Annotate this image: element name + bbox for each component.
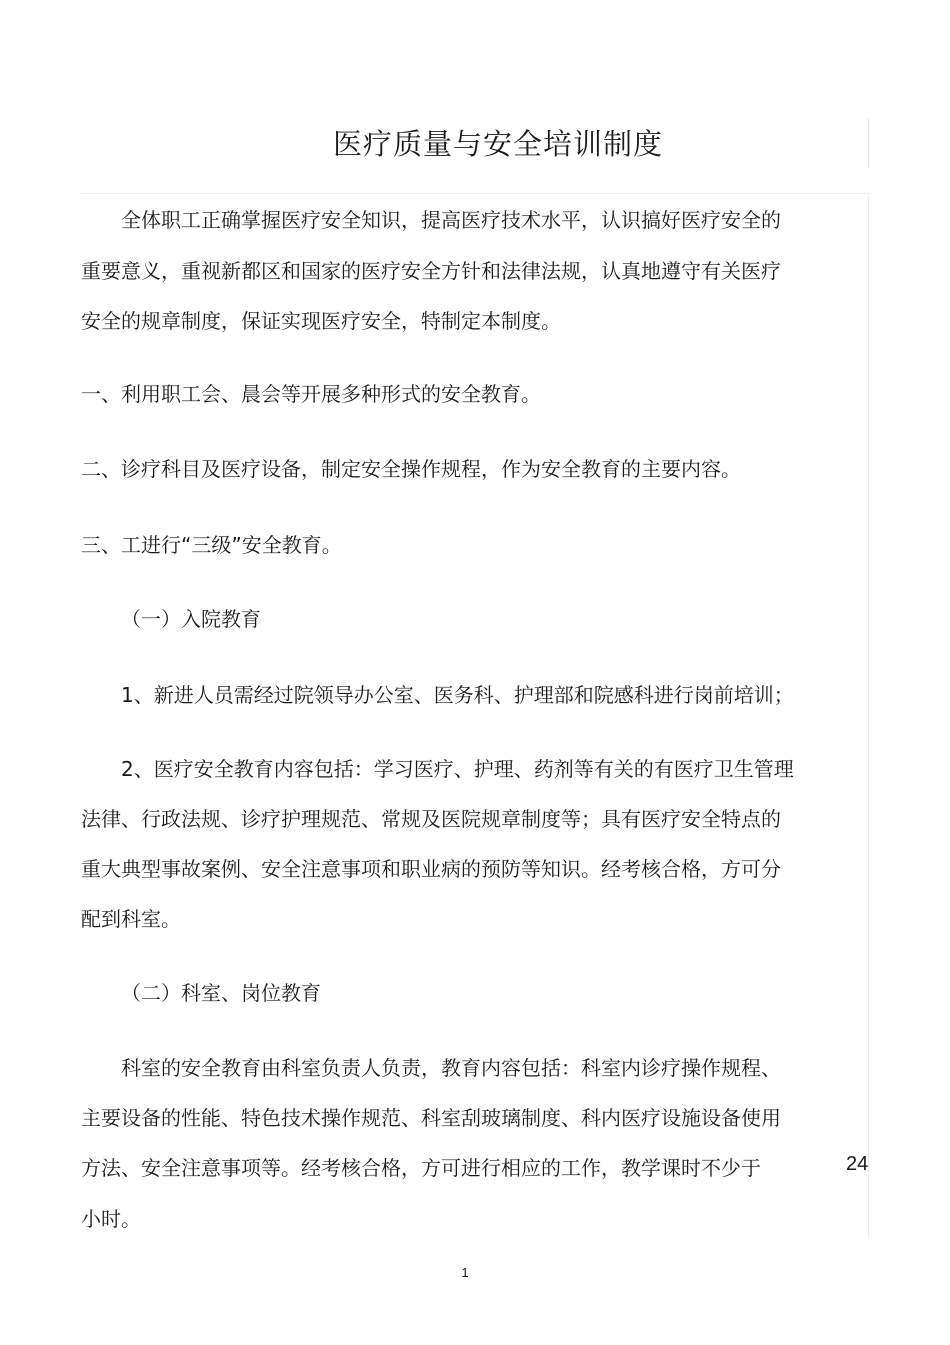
body-line: 1、新进人员需经过院领导办公室、医务科、护理部和院感科进行岗前培训；: [121, 683, 794, 707]
hours-value: 24: [846, 1153, 869, 1175]
body-line: 安全的规章制度，保证实现医疗安全，特制定本制度。: [81, 309, 561, 333]
page-number: 1: [461, 1265, 469, 1280]
body-line: 三、工进行“三级”安全教育。: [81, 533, 342, 557]
body-divider-vertical: [868, 196, 869, 1238]
title-divider-vertical: [868, 118, 869, 168]
document-title: 医疗质量与安全培训制度: [332, 127, 663, 161]
body-line: 方法、安全注意事项等。经考核合格，方可进行相应的工作，教学课时不少于: [81, 1156, 761, 1180]
body-line: 一、利用职工会、晨会等开展多种形式的安全教育。: [81, 382, 541, 406]
body-line: 重大典型事故案例、安全注意事项和职业病的预防等知识。经考核合格，方可分: [81, 857, 781, 881]
body-line: 小时。: [81, 1207, 141, 1231]
section-heading: （一）入院教育: [121, 607, 261, 631]
body-line: 配到科室。: [81, 907, 181, 931]
body-line: 科室的安全教育由科室负责人负责，教育内容包括：科室内诊疗操作规程、: [121, 1056, 781, 1080]
body-line: 法律、行政法规、诊疗护理规范、常规及医院规章制度等；具有医疗安全特点的: [81, 807, 781, 831]
title-divider-horizontal: [80, 193, 870, 194]
body-line: 2、医疗安全教育内容包括：学习医疗、护理、药剂等有关的有医疗卫生管理: [121, 757, 794, 781]
body-line: 主要设备的性能、特色技术操作规范、科室刮玻璃制度、科内医疗设施设备使用: [81, 1106, 781, 1130]
body-line: 全体职工正确掌握医疗安全知识，提高医疗技术水平，认识搞好医疗安全的: [121, 208, 781, 232]
body-line: 二、诊疗科目及医疗设备，制定安全操作规程，作为安全教育的主要内容。: [81, 457, 741, 481]
section-heading: （二）科室、岗位教育: [121, 981, 321, 1005]
body-line: 重要意义，重视新都区和国家的医疗安全方针和法律法规，认真地遵守有关医疗: [81, 259, 781, 283]
